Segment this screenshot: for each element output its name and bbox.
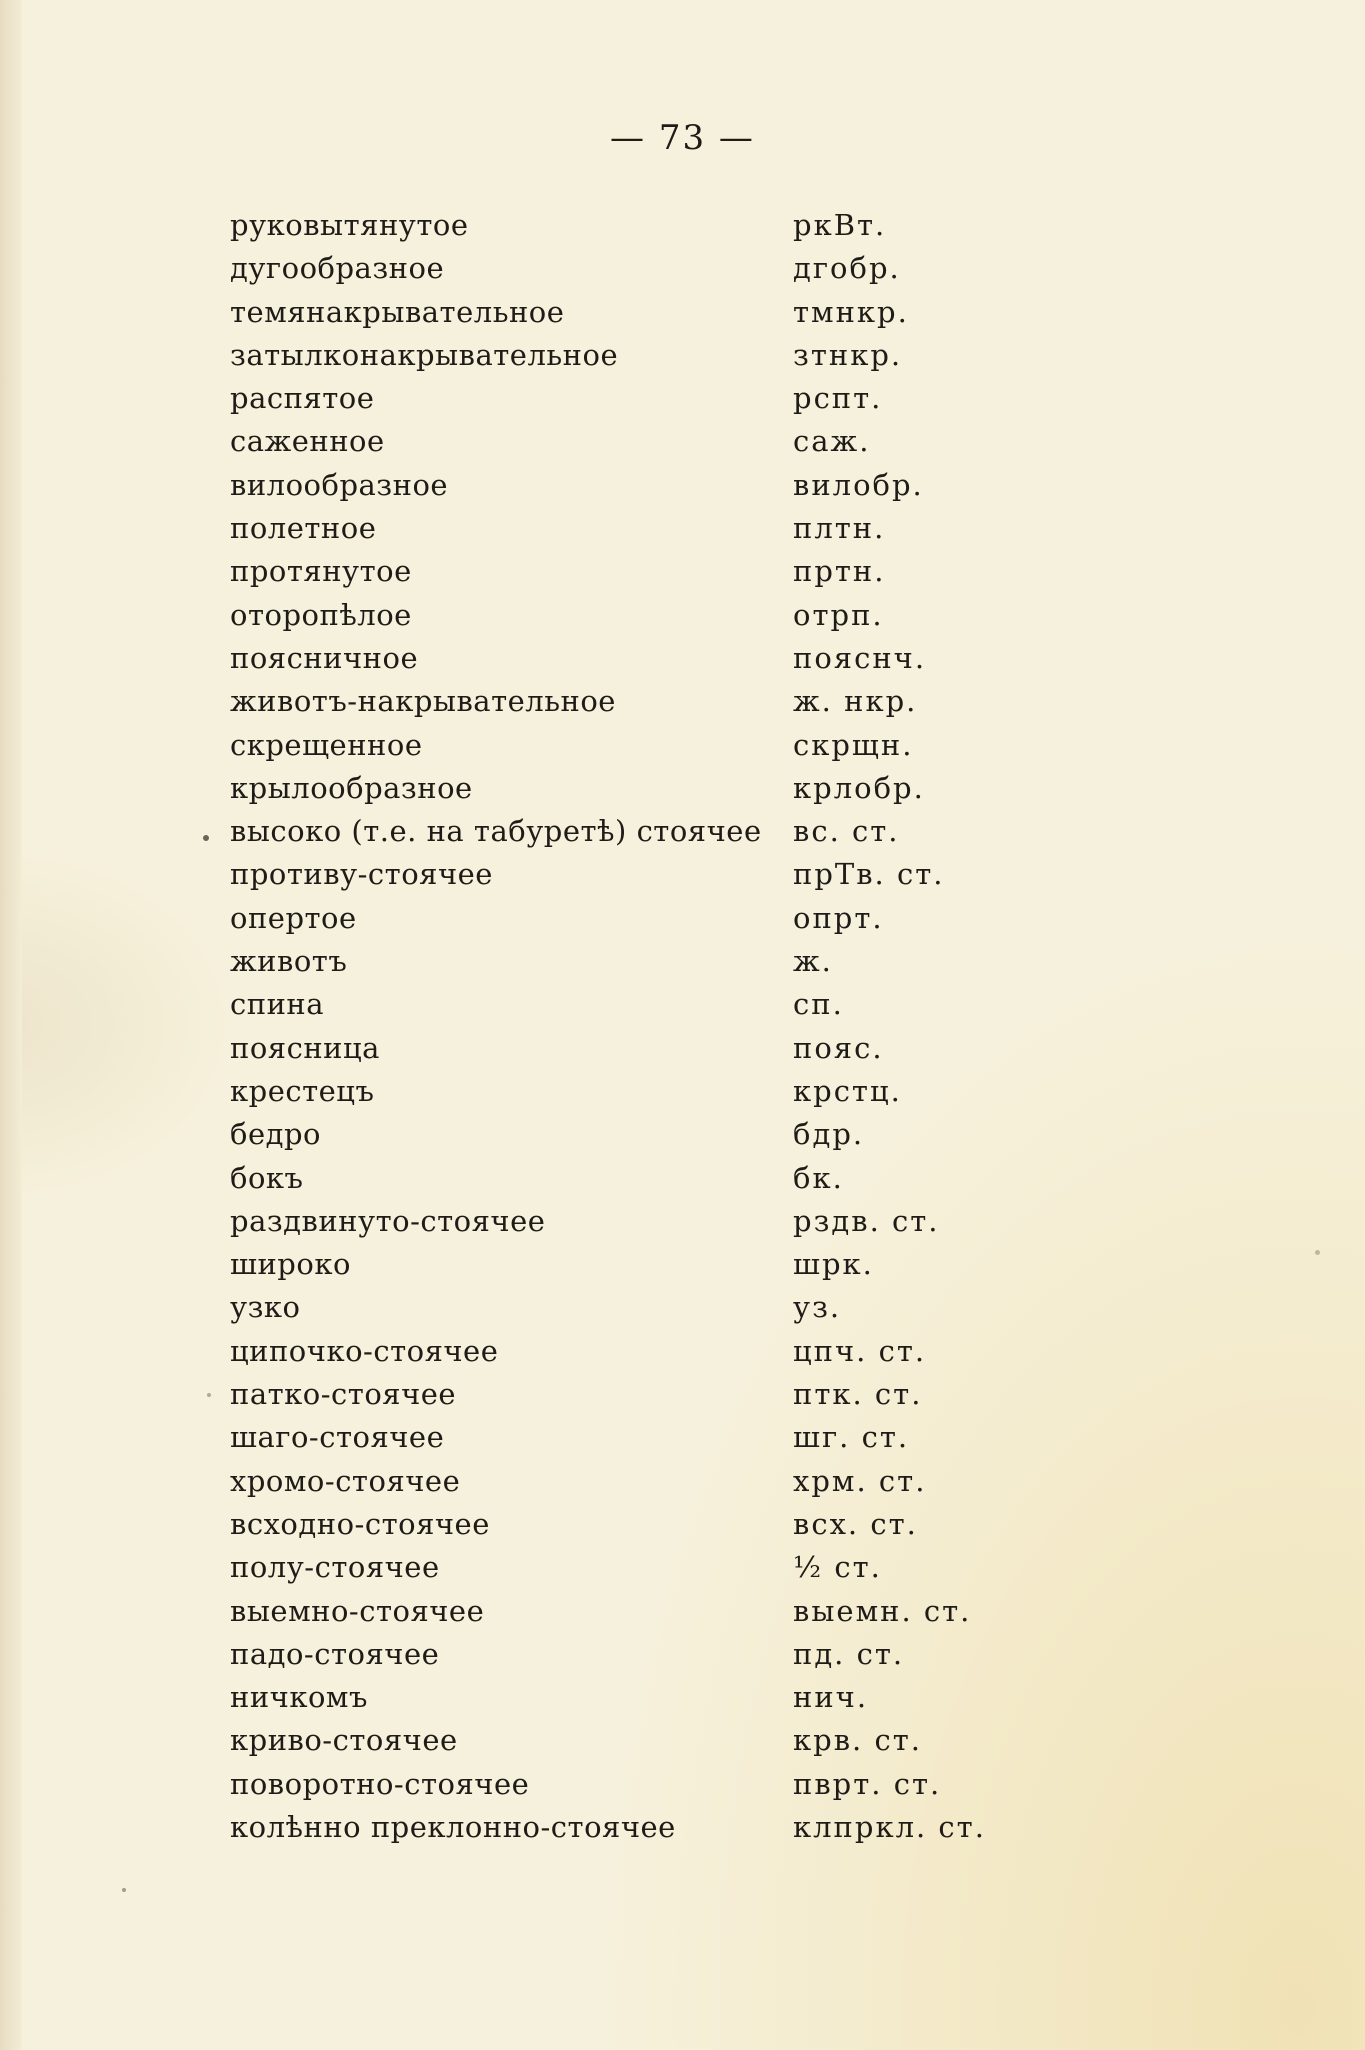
entry-abbreviation: крстц. <box>793 1073 902 1108</box>
list-item <box>230 1416 1230 1459</box>
list-item <box>230 1676 1230 1719</box>
ink-speck <box>122 1888 126 1892</box>
entry-abbreviation: ½ ст. <box>793 1550 882 1585</box>
entry-abbreviation: пртн. <box>793 554 886 589</box>
ink-speck <box>1315 1250 1320 1255</box>
list-item <box>230 767 1230 810</box>
list-item <box>230 507 1230 550</box>
entry-term: падо-стоячее <box>230 1636 440 1671</box>
entry-term: скрещенное <box>230 727 423 762</box>
entry-term: ципочко-стоячее <box>230 1333 499 1368</box>
entry-term: высоко (т.е. на табуретѣ) стоячее <box>230 814 762 849</box>
ink-speck <box>203 835 209 841</box>
list-item <box>230 1460 1230 1503</box>
abbreviation-list <box>230 204 1230 1849</box>
list-item <box>230 1113 1230 1156</box>
entry-abbreviation: птк. ст. <box>793 1377 923 1412</box>
entry-term: животъ-накрывательное <box>230 684 616 719</box>
entry-abbreviation: ж. <box>793 944 833 979</box>
entry-abbreviation: пврт. ст. <box>793 1766 942 1801</box>
entry-abbreviation: бк. <box>793 1160 844 1195</box>
entry-term: узко <box>230 1290 301 1325</box>
entry-term: поясница <box>230 1030 380 1065</box>
list-item <box>230 724 1230 767</box>
entry-abbreviation: вс. ст. <box>793 814 900 849</box>
entry-term: полу-стоячее <box>230 1550 440 1585</box>
entry-term: поворотно-стоячее <box>230 1766 530 1801</box>
entry-abbreviation: нич. <box>793 1680 869 1715</box>
entry-term: животъ <box>230 944 348 979</box>
list-item <box>230 1546 1230 1589</box>
entry-term: ничкомъ <box>230 1680 368 1715</box>
list-item <box>230 1633 1230 1676</box>
entry-abbreviation: сп. <box>793 987 844 1022</box>
list-item <box>230 594 1230 637</box>
list-item <box>230 637 1230 680</box>
entry-abbreviation: зтнкр. <box>793 337 903 372</box>
entry-abbreviation: вилобр. <box>793 467 924 502</box>
entry-abbreviation: пояс. <box>793 1030 884 1065</box>
list-item <box>230 1719 1230 1762</box>
entry-term: шаго-стоячее <box>230 1420 445 1455</box>
entry-term: бокъ <box>230 1160 304 1195</box>
entry-term: вилообразное <box>230 467 449 502</box>
entry-abbreviation: всх. ст. <box>793 1506 918 1541</box>
entry-term: бедро <box>230 1117 322 1152</box>
entry-abbreviation: скрщн. <box>793 727 914 762</box>
entry-term: затылконакрывательное <box>230 337 619 372</box>
entry-term: опертое <box>230 900 357 935</box>
list-item <box>230 377 1230 420</box>
list-item <box>230 550 1230 593</box>
list-item <box>230 1286 1230 1329</box>
entry-abbreviation: шрк. <box>793 1247 874 1282</box>
entry-abbreviation: отрп. <box>793 597 884 632</box>
entry-abbreviation: ркВт. <box>793 208 887 242</box>
ink-speck <box>207 1393 211 1397</box>
entry-term: крестецъ <box>230 1073 375 1108</box>
entry-abbreviation: шг. ст. <box>793 1420 910 1455</box>
list-item <box>230 1070 1230 1113</box>
list-item <box>230 897 1230 940</box>
entry-abbreviation: рздв. ст. <box>793 1203 940 1238</box>
entry-abbreviation: крв. ст. <box>793 1723 922 1758</box>
page-number: — 73 — <box>610 118 755 158</box>
entry-abbreviation: саж. <box>793 424 871 459</box>
entry-term: раздвинуто-стоячее <box>230 1203 546 1238</box>
list-item <box>230 1763 1230 1806</box>
list-item <box>230 810 1230 853</box>
list-item <box>230 464 1230 507</box>
entry-term: дугообразное <box>230 251 445 286</box>
entry-term: саженное <box>230 424 385 459</box>
entry-term: протянутое <box>230 554 412 589</box>
list-item <box>230 1590 1230 1633</box>
list-item <box>230 853 1230 896</box>
list-item <box>230 1027 1230 1070</box>
entry-term: широко <box>230 1247 351 1282</box>
entry-term: распятое <box>230 381 375 416</box>
entry-abbreviation: бдр. <box>793 1117 865 1152</box>
entry-abbreviation: прТв. ст. <box>793 857 945 892</box>
entry-term: темянакрывательное <box>230 294 565 329</box>
entry-abbreviation: плтн. <box>793 511 886 546</box>
list-item <box>230 1157 1230 1200</box>
entry-term: противу-стоячее <box>230 857 493 892</box>
entry-term: оторопѣлое <box>230 597 412 632</box>
entry-abbreviation: опрт. <box>793 900 884 935</box>
entry-abbreviation: пояснч. <box>793 640 927 675</box>
list-item <box>230 1503 1230 1546</box>
entry-term: криво-стоячее <box>230 1723 458 1758</box>
entry-abbreviation: тмнкр. <box>793 294 909 329</box>
list-item <box>230 247 1230 290</box>
list-item <box>230 1373 1230 1416</box>
entry-abbreviation: крлобр. <box>793 770 925 805</box>
list-item <box>230 334 1230 377</box>
entry-term: руковытянутое <box>230 208 469 242</box>
entry-term: выемно-стоячее <box>230 1593 485 1628</box>
entry-term: патко-стоячее <box>230 1377 457 1412</box>
binding-gutter <box>0 0 22 2050</box>
entry-abbreviation: ж. нкр. <box>793 684 918 719</box>
list-item <box>230 1330 1230 1373</box>
list-item <box>230 1806 1230 1849</box>
list-item <box>230 680 1230 723</box>
entry-term: крылообразное <box>230 770 473 805</box>
entry-abbreviation: цпч. ст. <box>793 1333 927 1368</box>
list-item <box>230 1243 1230 1286</box>
entry-abbreviation: пд. ст. <box>793 1636 905 1671</box>
entry-abbreviation: дгобр. <box>793 251 901 286</box>
entry-term: колѣнно преклонно-стоячее <box>230 1809 676 1844</box>
entry-term: всходно-стоячее <box>230 1506 490 1541</box>
list-item <box>230 204 1230 247</box>
list-item <box>230 1200 1230 1243</box>
entry-term: полетное <box>230 511 377 546</box>
list-item <box>230 940 1230 983</box>
entry-abbreviation: уз. <box>793 1290 842 1325</box>
entry-abbreviation: хрм. ст. <box>793 1463 927 1498</box>
list-item <box>230 291 1230 334</box>
entry-term: спина <box>230 987 325 1022</box>
list-item <box>230 983 1230 1026</box>
entry-term: хромо-стоячее <box>230 1463 461 1498</box>
list-item <box>230 420 1230 463</box>
entry-abbreviation: клпркл. ст. <box>793 1809 986 1844</box>
entry-abbreviation: выемн. ст. <box>793 1593 972 1628</box>
entry-term: поясничное <box>230 640 419 675</box>
entry-abbreviation: рспт. <box>793 381 883 416</box>
